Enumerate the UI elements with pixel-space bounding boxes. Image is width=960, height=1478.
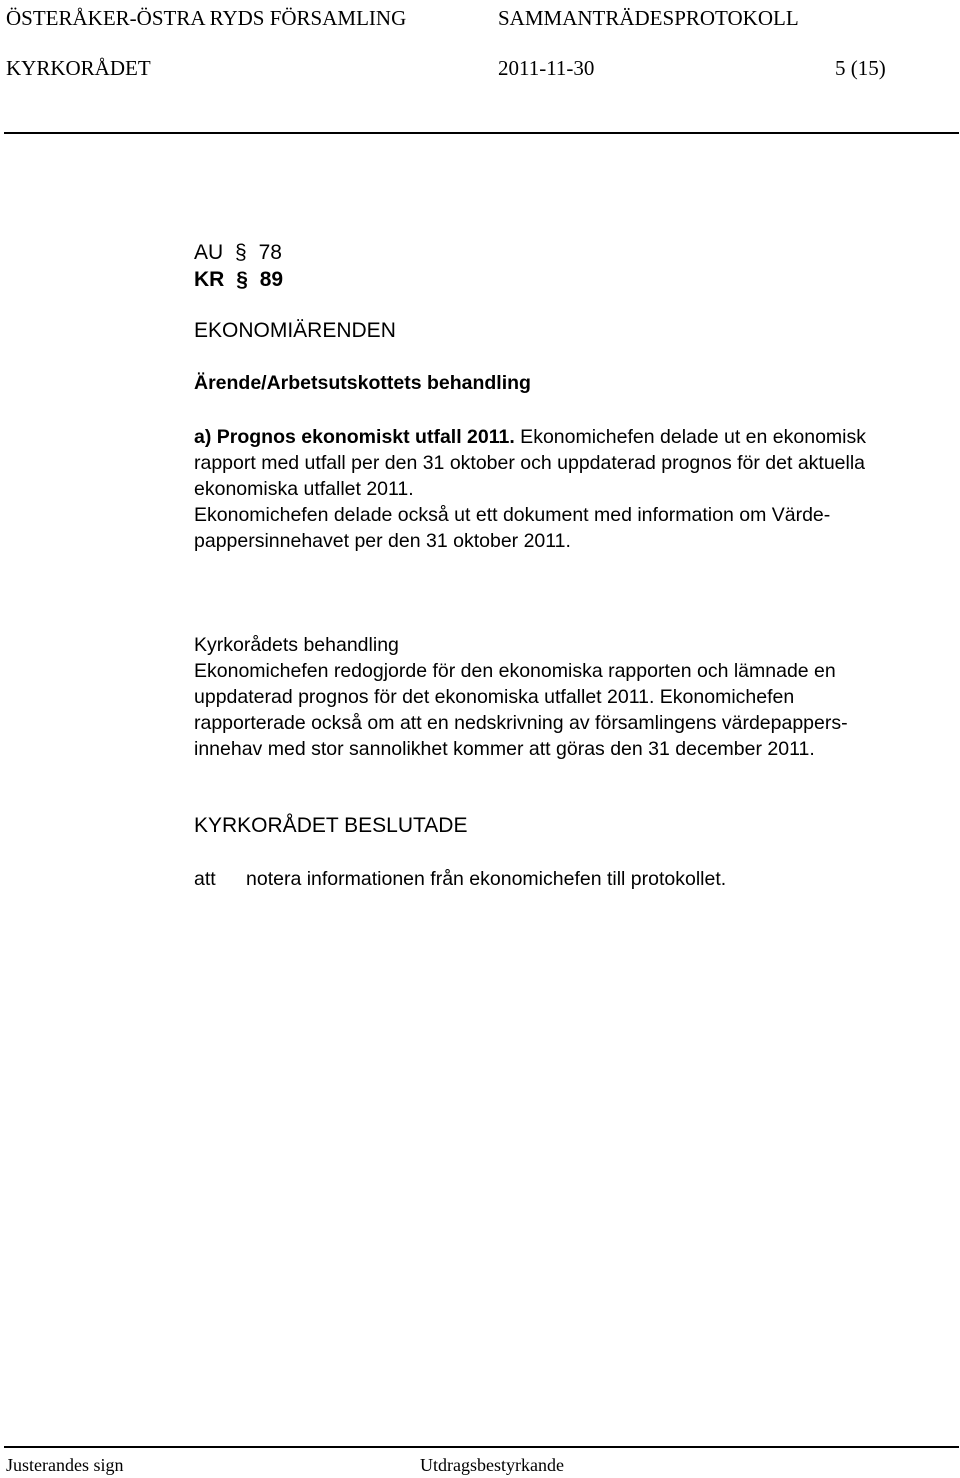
- au-line-1-text: Ekonomichefen delade ut en ekonomisk: [514, 426, 866, 448]
- footer-utdragsbestyrkande: Utdragsbestyrkande: [420, 1455, 564, 1475]
- parish-name: ÖSTERÅKER-ÖSTRA RYDS FÖRSAMLING: [6, 6, 407, 30]
- decision-heading: KYRKORÅDET BESLUTADE: [194, 814, 468, 837]
- case-title: EKONOMIÄRENDEN: [194, 319, 396, 342]
- kr-line-1: Ekonomichefen redogjorde för den ekonomiska rapporten och lämnade en: [194, 660, 836, 682]
- kr-number: 89: [259, 268, 284, 291]
- kr-line-3: rapporterade också om att en nedskrivning av församlingens värdepappers-: [194, 712, 848, 734]
- decision-att: att: [194, 868, 216, 890]
- kr-line-2: uppdaterad prognos för det ekonomiska utfallet 2011. Ekonomichefen: [194, 686, 795, 708]
- au-line-3: ekonomiska utfallet 2011.: [194, 478, 414, 500]
- kr-heading: Kyrkorådets behandling: [194, 634, 399, 656]
- section-sign: §: [235, 241, 247, 264]
- section-sign: §: [236, 268, 248, 291]
- document-type: SAMMANTRÄDESPROTOKOLL: [498, 6, 799, 30]
- footer-divider: [4, 1446, 959, 1448]
- kr-prefix: KR: [194, 268, 225, 291]
- board-name: KYRKORÅDET: [6, 56, 151, 80]
- au-line-1: [194, 424, 866, 450]
- au-heading: Ärende/Arbetsutskottets behandling: [194, 372, 531, 394]
- au-line-5: pappersinnehavet per den 31 oktober 2011.: [194, 530, 571, 552]
- page-number: 5 (15): [835, 56, 886, 80]
- au-prefix: AU: [194, 241, 224, 264]
- footer-justerandes-sign: Justerandes sign: [6, 1455, 124, 1475]
- header-divider: [4, 132, 959, 134]
- kr-line-4: innehav med stor sannolikhet kommer att göras den 31 december 2011.: [194, 738, 815, 760]
- au-line-4: Ekonomichefen delade också ut ett dokument med information om Värde-: [194, 504, 831, 526]
- decision-text: notera informationen från ekonomichefen till protokollet.: [246, 868, 727, 890]
- au-line-2: rapport med utfall per den 31 oktober och uppdaterad prognos för det aktuella: [194, 452, 866, 474]
- meeting-date: 2011-11-30: [498, 56, 595, 80]
- au-number: 78: [258, 241, 282, 264]
- kr-paragraph: [194, 268, 283, 292]
- au-paragraph: [194, 241, 282, 265]
- au-lead: a) Prognos ekonomiskt utfall 2011.: [194, 426, 515, 448]
